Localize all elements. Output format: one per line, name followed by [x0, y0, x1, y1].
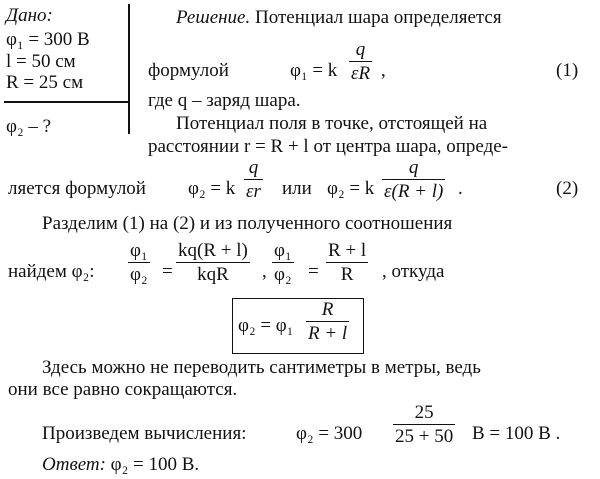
or-word: или — [282, 178, 312, 199]
calculation-result: В = 100 В . — [472, 423, 561, 444]
formula-2b-denominator: ε(R + l) — [384, 181, 444, 202]
calculation-denominator: 25 + 50 — [395, 426, 454, 447]
formula-2a-lhs: φ₂ = k — [188, 178, 236, 199]
given-radius: R = 25 см — [6, 72, 84, 93]
result-numerator: R — [321, 299, 334, 320]
paragraph-2-line-1: Потенциал поля в точке, отстоящей на — [176, 113, 488, 134]
ratio-2-denominator: kqR — [197, 264, 229, 285]
formula-1-fraction — [349, 40, 372, 83]
paragraph-3-line-1: Разделим (1) на (2) и из полученного соотношения — [42, 213, 453, 234]
result-fraction — [306, 300, 349, 343]
ratio-1-numerator: φ₁ — [130, 240, 148, 261]
equation-1-number: (1) — [556, 60, 579, 81]
formula-1-numerator: q — [355, 39, 366, 60]
formula-1-comma: , — [381, 60, 386, 81]
formula-1-lhs: φ₁ = k — [290, 60, 338, 81]
ratio-3-fraction — [272, 241, 294, 284]
given-distance: l = 50 см — [6, 51, 76, 72]
charge-note: где q – заряд шара. — [148, 90, 301, 111]
calculation-fraction — [393, 403, 455, 446]
answer-value: φ₂ = 100 В. — [110, 454, 200, 475]
given-border — [128, 4, 130, 134]
calculation-word: Произведем вычисления: — [42, 423, 247, 444]
find-phi2-phrase: найдем φ₂: — [8, 261, 95, 282]
calculation-numerator: 25 — [414, 402, 434, 423]
ratio-3-equals: = — [308, 261, 319, 282]
given-title: Дано: — [6, 5, 53, 26]
calculation-lhs: φ₂ = 300 — [296, 423, 363, 444]
formula-2b-numerator: q — [408, 157, 419, 178]
formula-2-dot: . — [458, 178, 463, 199]
given-potential: φ₁ = 300 В — [6, 29, 90, 50]
ratio-4-denominator: R — [340, 264, 354, 285]
ratio-3-denominator: φ₂ — [274, 264, 292, 285]
paragraph-2-line-2: расстоянии r = R + l от центра шара, опреде- — [148, 136, 509, 157]
formula-2b-lhs: φ₂ = k — [327, 178, 375, 199]
ratio-3-numerator: φ₁ — [274, 240, 292, 261]
formula-2a-fraction — [244, 158, 263, 201]
ratio-4-fraction — [326, 241, 368, 284]
ratio-1-fraction — [128, 241, 150, 284]
ratio-1-denominator: φ₂ — [130, 264, 148, 285]
result-denominator: R + l — [308, 323, 348, 344]
solution-label: Решение. — [176, 7, 251, 28]
whence-word: , откуда — [382, 261, 445, 282]
ratio-2-numerator: kq(R + l) — [178, 240, 248, 261]
solution-intro: Потенциал шара определяется — [255, 7, 502, 28]
formula-2a-denominator: εr — [246, 181, 261, 202]
ratio-4-numerator: R + l — [328, 240, 367, 261]
equation-2-number: (2) — [556, 178, 579, 199]
answer-label: Ответ: — [42, 454, 106, 475]
formula-2a-numerator: q — [248, 157, 259, 178]
formula-1-denominator: εR — [351, 63, 371, 84]
solution-first-line — [176, 8, 502, 27]
paragraph-2-line-3: ляется формулой — [8, 178, 146, 199]
ratio-comma: , — [262, 261, 267, 282]
paragraph-4-line-1: Здесь можно не переводить сантиметры в метры, ведь — [42, 357, 481, 378]
result-lhs: φ₂ = φ₁ — [238, 315, 294, 336]
given-divider — [4, 101, 128, 103]
ratio-2-fraction — [176, 241, 250, 284]
find-quantity: φ₂ – ? — [6, 116, 52, 137]
ratio-1-equals: = — [162, 261, 173, 282]
formula-2b-fraction — [382, 158, 445, 201]
answer-line — [42, 455, 199, 474]
paragraph-4-line-2: они все равно сокращаются. — [8, 379, 238, 400]
formula-word: формулой — [148, 60, 229, 81]
